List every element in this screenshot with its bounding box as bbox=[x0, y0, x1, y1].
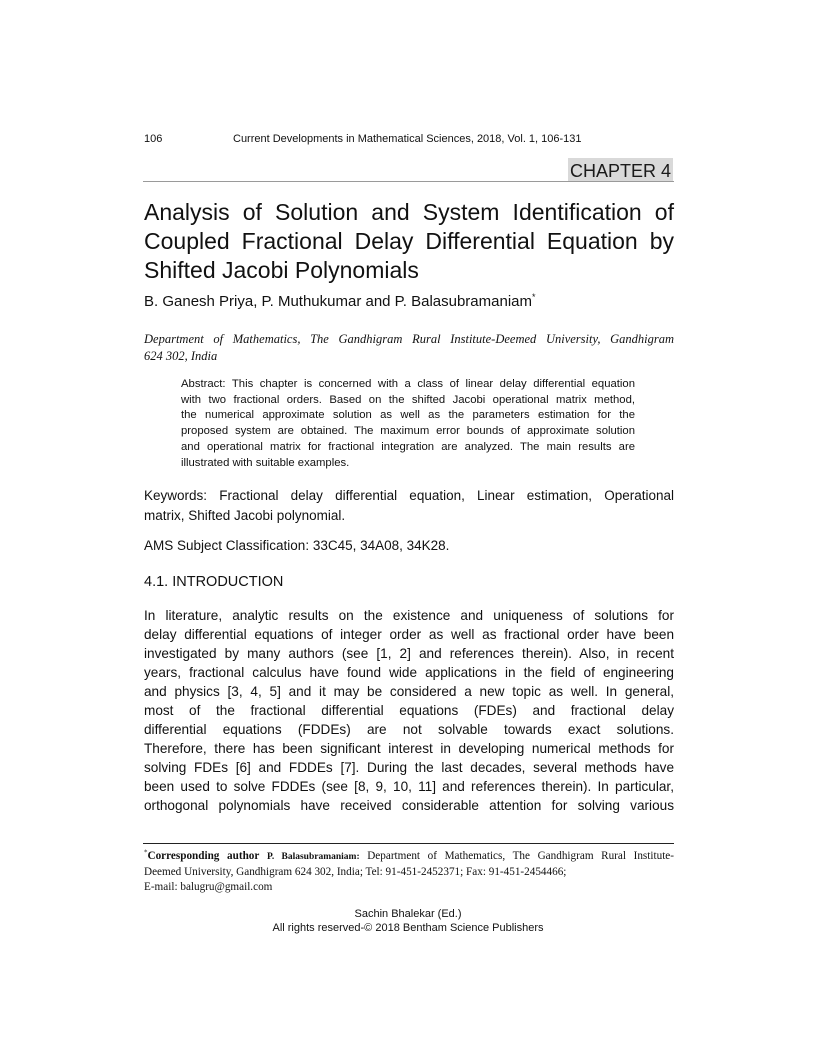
keywords bbox=[144, 486, 674, 526]
editor-line: Sachin Bhalekar (Ed.) bbox=[354, 908, 462, 920]
affiliation-line: 624 302, India bbox=[144, 349, 218, 363]
introduction-body bbox=[144, 606, 674, 815]
body-line: investigated by many authors (see [1, 2] and references therein). Also, in recent bbox=[144, 646, 674, 661]
body-line: solving FDEs [6] and FDDEs [7]. During the last decades, several methods have bbox=[144, 760, 674, 775]
footnote-label: Corresponding author bbox=[147, 850, 260, 862]
body-line: Therefore, there has been significant interest in developing numerical methods for bbox=[144, 741, 674, 756]
title-line: Coupled Fractional Delay Differential Equation by bbox=[144, 228, 674, 254]
footnote-email: E-mail: balugru@gmail.com bbox=[144, 881, 273, 893]
affiliation bbox=[144, 331, 674, 365]
abstract-line: Abstract: This chapter is concerned with a class of linear delay differential equation bbox=[181, 378, 635, 390]
abstract-line: illustrated with suitable examples. bbox=[181, 456, 350, 469]
publisher-imprint bbox=[0, 907, 816, 935]
keywords-line: Keywords: Fractional delay differential equation, Linear estimation, Operational bbox=[144, 488, 674, 503]
footnote bbox=[144, 849, 674, 895]
section-heading: 4.1. INTRODUCTION bbox=[144, 574, 284, 590]
body-line: years, fractional calculus have found wide applications in the field of engineering bbox=[144, 665, 674, 680]
body-line: most of the fractional differential equations (FDEs) and fractional delay bbox=[144, 703, 674, 718]
journal-citation: Current Developments in Mathematical Sciences, 2018, Vol. 1, 106-131 bbox=[233, 133, 582, 145]
ams-classification: AMS Subject Classification: 33C45, 34A08, 34K28. bbox=[144, 538, 450, 553]
body-line: and physics [3, 4, 5] and it may be considered a new topic as well. In general, bbox=[144, 684, 674, 699]
body-line: In literature, analytic results on the existence and uniqueness of solutions for bbox=[144, 608, 674, 623]
header-divider bbox=[143, 181, 674, 182]
abstract bbox=[181, 377, 635, 471]
copyright-line: All rights reserved-© 2018 Bentham Science Publishers bbox=[272, 922, 544, 934]
body-line: delay differential equations of integer order as well as fractional order have been bbox=[144, 627, 674, 642]
body-line: been used to solve FDDEs (see [8, 9, 10, 11] and references therein). In particular, bbox=[144, 779, 674, 794]
authors-text: B. Ganesh Priya, P. Muthukumar and P. Balasubramaniam bbox=[144, 293, 532, 310]
abstract-line: and operational matrix for fractional integration are analyzed. The main results are bbox=[181, 440, 635, 453]
abstract-line: with two fractional orders. Based on the shifted Jacobi operational matrix method, bbox=[181, 393, 635, 406]
title-line: Analysis of Solution and System Identification of bbox=[144, 199, 674, 225]
title-line: Shifted Jacobi Polynomials bbox=[144, 257, 419, 283]
footnote-text: Department of Mathematics, The Gandhigram Rural Institute- bbox=[359, 850, 674, 862]
author-list bbox=[144, 293, 536, 310]
body-line: orthogonal polynomials have received considerable attention for solving various bbox=[144, 798, 674, 813]
footnote-line bbox=[144, 849, 674, 865]
body-line: differential equations (FDDEs) are not solvable towards exact solutions. bbox=[144, 722, 674, 737]
abstract-line: proposed system are obtained. The maximum error bounds of approximate solution bbox=[181, 425, 635, 438]
abstract-line: the numerical approximate solution as well as the parameters estimation for the bbox=[181, 409, 635, 422]
footnote-line: Deemed University, Gandhigram 624 302, India; Tel: 91-451-2452371; Fax: 91-451-2454466; bbox=[144, 866, 567, 878]
paper-title bbox=[144, 198, 674, 285]
chapter-label: CHAPTER 4 bbox=[568, 158, 673, 182]
page-number: 106 bbox=[144, 133, 163, 145]
affiliation-line: Department of Mathematics, The Gandhigram Rural Institute-Deemed University, Gandhigram bbox=[144, 332, 674, 346]
corresponding-marker: * bbox=[532, 292, 536, 302]
footnote-marker: * bbox=[144, 848, 148, 857]
keywords-line: matrix, Shifted Jacobi polynomial. bbox=[144, 508, 346, 523]
footnote-divider bbox=[143, 843, 674, 844]
footnote-author: P. Balasubramaniam: bbox=[266, 852, 360, 862]
